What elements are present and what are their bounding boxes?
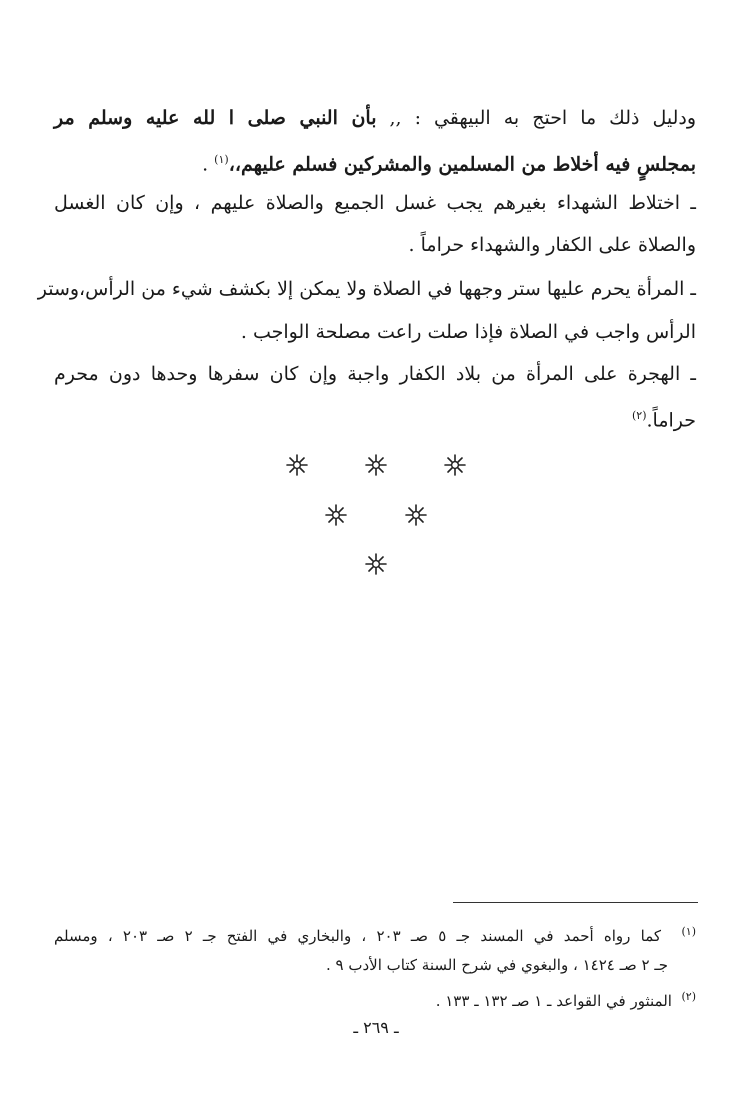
star-ornament-icon [286, 454, 308, 476]
paragraph-4-line-2 [54, 402, 696, 434]
footnote-2-marker: (٢) [681, 990, 696, 1003]
ornament-row-3 [0, 553, 752, 579]
page-number: ـ ٢٦٩ ـ [353, 1018, 399, 1037]
ornament-row-2 [0, 504, 752, 530]
star-ornament-icon [365, 454, 387, 476]
paragraph-1-line-1 [54, 104, 696, 132]
star-ornament-icon [365, 553, 387, 575]
paragraph-2-line-2: والصلاة على الكفار والشهداء حراماً . [408, 234, 696, 256]
paragraph-1-end: . [202, 153, 215, 176]
footnote-divider [453, 902, 698, 903]
hadith-quote-part-1: بأن النبي صلى ا لله عليه وسلم مر [54, 107, 377, 129]
paragraph-1-intro: ودليل ذلك ما احتج به البيهقي : ,, [376, 107, 696, 129]
hadith-quote-part-2: بمجلسٍ فيه أخلاط من المسلمين والمشركين فسلم عليهم،، [228, 153, 696, 176]
footnote-ref-1[interactable]: (١) [214, 153, 229, 166]
footnote-1-marker: (١) [681, 925, 696, 938]
paragraph-1-line-2 [54, 146, 696, 178]
ornament-row-1 [0, 454, 752, 480]
star-ornament-icon [325, 504, 347, 526]
footnote-1-line-1 [54, 920, 696, 948]
footnote-1-line-2: جـ ٢ صـ ١٤٢٤ ، والبغوي في شرح السنة كتاب الأدب ٩ . [325, 956, 668, 974]
paragraph-4-end: حراماً. [646, 409, 696, 432]
paragraph-3-line-1: ـ المرأة يحرم عليها ستر وجهها في الصلاة ولا يمكن إلا بكشف شيء من الرأس،وستر [37, 278, 696, 300]
footnote-2-text: المنثور في القواعد ـ ١ صـ ١٣٢ ـ ١٣٣ . [435, 992, 672, 1010]
paragraph-4-line-1: ـ الهجرة على المرأة من بلاد الكفار واجبة وإن كان سفرها وحدها دون محرم [54, 363, 696, 385]
footnote-1-text: كما رواه أحمد في المسند جـ ٥ صـ ٢٠٣ ، والبخاري في الفتح جـ ٢ صـ ٢٠٣ ، ومسلم [54, 927, 662, 945]
star-ornament-icon [444, 454, 466, 476]
paragraph-3-line-2: الرأس واجب في الصلاة فإذا صلت راعت مصلحة الواجب . [240, 321, 696, 343]
paragraph-2-line-1: ـ اختلاط الشهداء بغيرهم يجب غسل الجميع والصلاة عليهم ، وإن كان الغسل [54, 192, 696, 214]
star-ornament-icon [405, 504, 427, 526]
footnote-2-line-1 [54, 985, 696, 1013]
footnote-ref-2[interactable]: (٢) [631, 409, 647, 422]
